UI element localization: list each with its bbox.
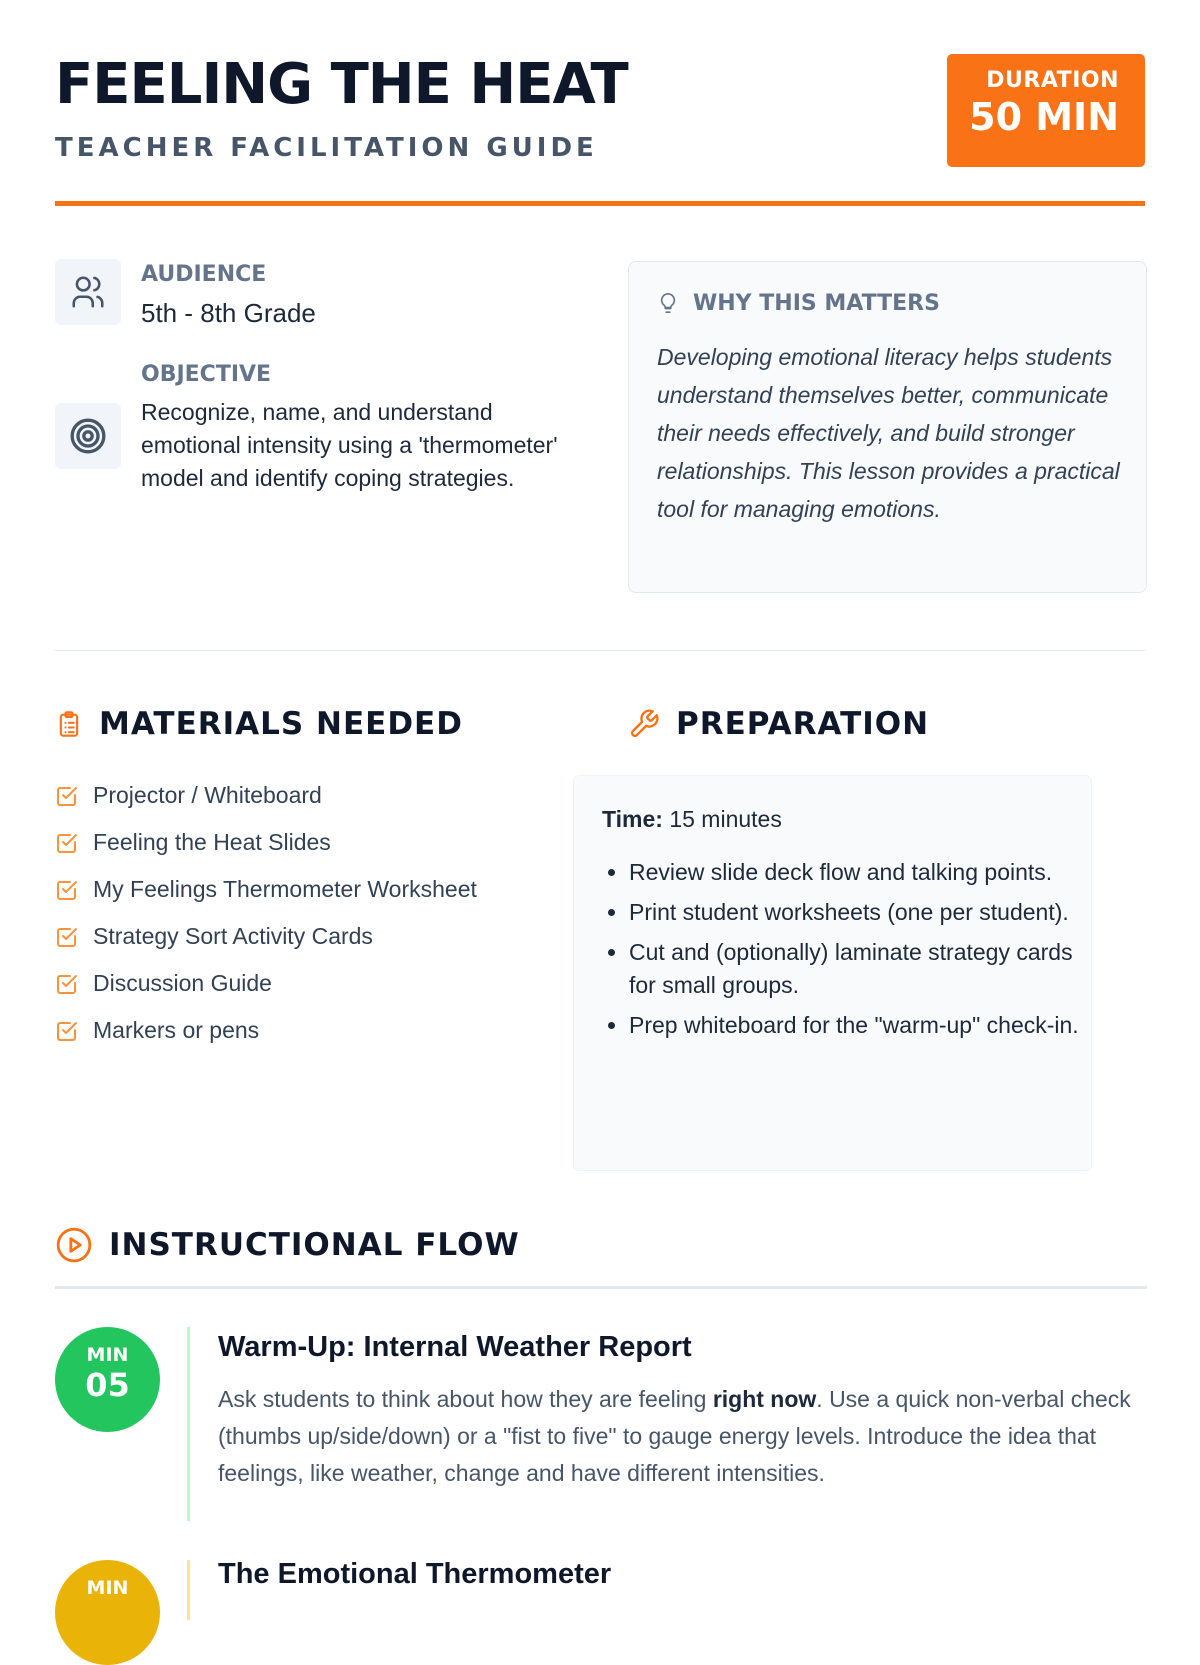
check-square-icon [55, 831, 79, 855]
step-title: Warm-Up: Internal Weather Report [218, 1331, 692, 1363]
check-square-icon [55, 972, 79, 996]
list-item [55, 866, 477, 913]
preparation-title: PREPARATION [676, 706, 930, 742]
duration-label: DURATION [986, 68, 1119, 93]
material-label: Feeling the Heat Slides [93, 829, 331, 855]
page-subtitle: TEACHER FACILITATION GUIDE [55, 133, 598, 163]
duration-badge [947, 54, 1145, 167]
list-item: • Prep whiteboard for the "warm-up" check-in. [629, 1009, 1089, 1042]
why-this-matters-card [628, 261, 1147, 593]
objective-value: Recognize, name, and understand emotional intensity using a 'thermometer' model and identify coping strategies. [141, 399, 558, 491]
why-text: Developing emotional literacy helps students understand themselves better, communicate their needs effectively, and build stronger relationships. This lesson provides a practical tool for managing emotions. [657, 344, 1120, 522]
list-item [55, 772, 477, 819]
material-label: Discussion Guide [93, 970, 272, 996]
why-title: WHY THIS MATTERS [693, 290, 940, 316]
wrench-icon [628, 708, 660, 740]
list-item: • Cut and (optionally) laminate strategy cards for small groups. [629, 936, 1089, 1002]
list-item [55, 913, 477, 960]
page-title: FEELING THE HEAT [55, 52, 628, 117]
objective-label: OBJECTIVE [141, 362, 272, 387]
material-label: My Feelings Thermometer Worksheet [93, 876, 477, 902]
step-minute-badge [55, 1560, 160, 1665]
material-label: Strategy Sort Activity Cards [93, 923, 373, 949]
step-minute-badge [55, 1327, 160, 1432]
prep-time-value: 15 minutes [669, 806, 782, 832]
flow-step [55, 1327, 1147, 1521]
audience-label: AUDIENCE [141, 262, 267, 287]
guide-header [55, 0, 1145, 206]
materials-title: MATERIALS NEEDED [99, 706, 463, 742]
list-item [55, 1007, 477, 1054]
step-min-label: MIN [86, 1344, 129, 1366]
audience-value: 5th - 8th Grade [141, 298, 316, 328]
step-title: The Emotional Thermometer [218, 1558, 612, 1590]
flow-title: INSTRUCTIONAL FLOW [109, 1227, 520, 1263]
divider [55, 1286, 1147, 1289]
check-square-icon [55, 925, 79, 949]
lightbulb-icon [657, 290, 679, 316]
material-label: Projector / Whiteboard [93, 782, 322, 808]
preparation-card [573, 775, 1092, 1171]
preparation-heading [628, 706, 929, 742]
step-description: Ask students to think about how they are feeling right now. Use a quick non-verbal check (thumbs up/side/down) or a "fist to five" to gauge energy levels. Introduce the idea that feelings, like weather, change and have different intensities. [218, 1386, 1131, 1486]
instructional-flow-heading [55, 1226, 520, 1264]
preparation-list [602, 856, 1089, 1049]
material-label: Markers or pens [93, 1017, 260, 1043]
flow-step [55, 1560, 1147, 1620]
step-timeline-line [187, 1560, 190, 1620]
check-square-icon [55, 784, 79, 808]
prep-time [602, 806, 782, 833]
check-square-icon [55, 1019, 79, 1043]
lesson-overview [55, 206, 1145, 651]
target-icon [55, 403, 121, 469]
list-item: • Print student worksheets (one per student). [629, 896, 1089, 929]
materials-list [55, 772, 477, 1054]
materials-heading [55, 706, 463, 742]
duration-value: 50 MIN [969, 95, 1119, 139]
list-item: • Review slide deck flow and talking points. [629, 856, 1089, 889]
step-timeline-line [187, 1327, 190, 1521]
check-square-icon [55, 878, 79, 902]
step-minute: 05 [85, 1366, 130, 1404]
clipboard-icon [55, 708, 83, 740]
list-item [55, 819, 477, 866]
step-min-label: MIN [86, 1577, 129, 1599]
users-icon [55, 259, 121, 325]
play-circle-icon [55, 1226, 93, 1264]
prep-time-label: Time: [602, 806, 663, 832]
list-item [55, 960, 477, 1007]
